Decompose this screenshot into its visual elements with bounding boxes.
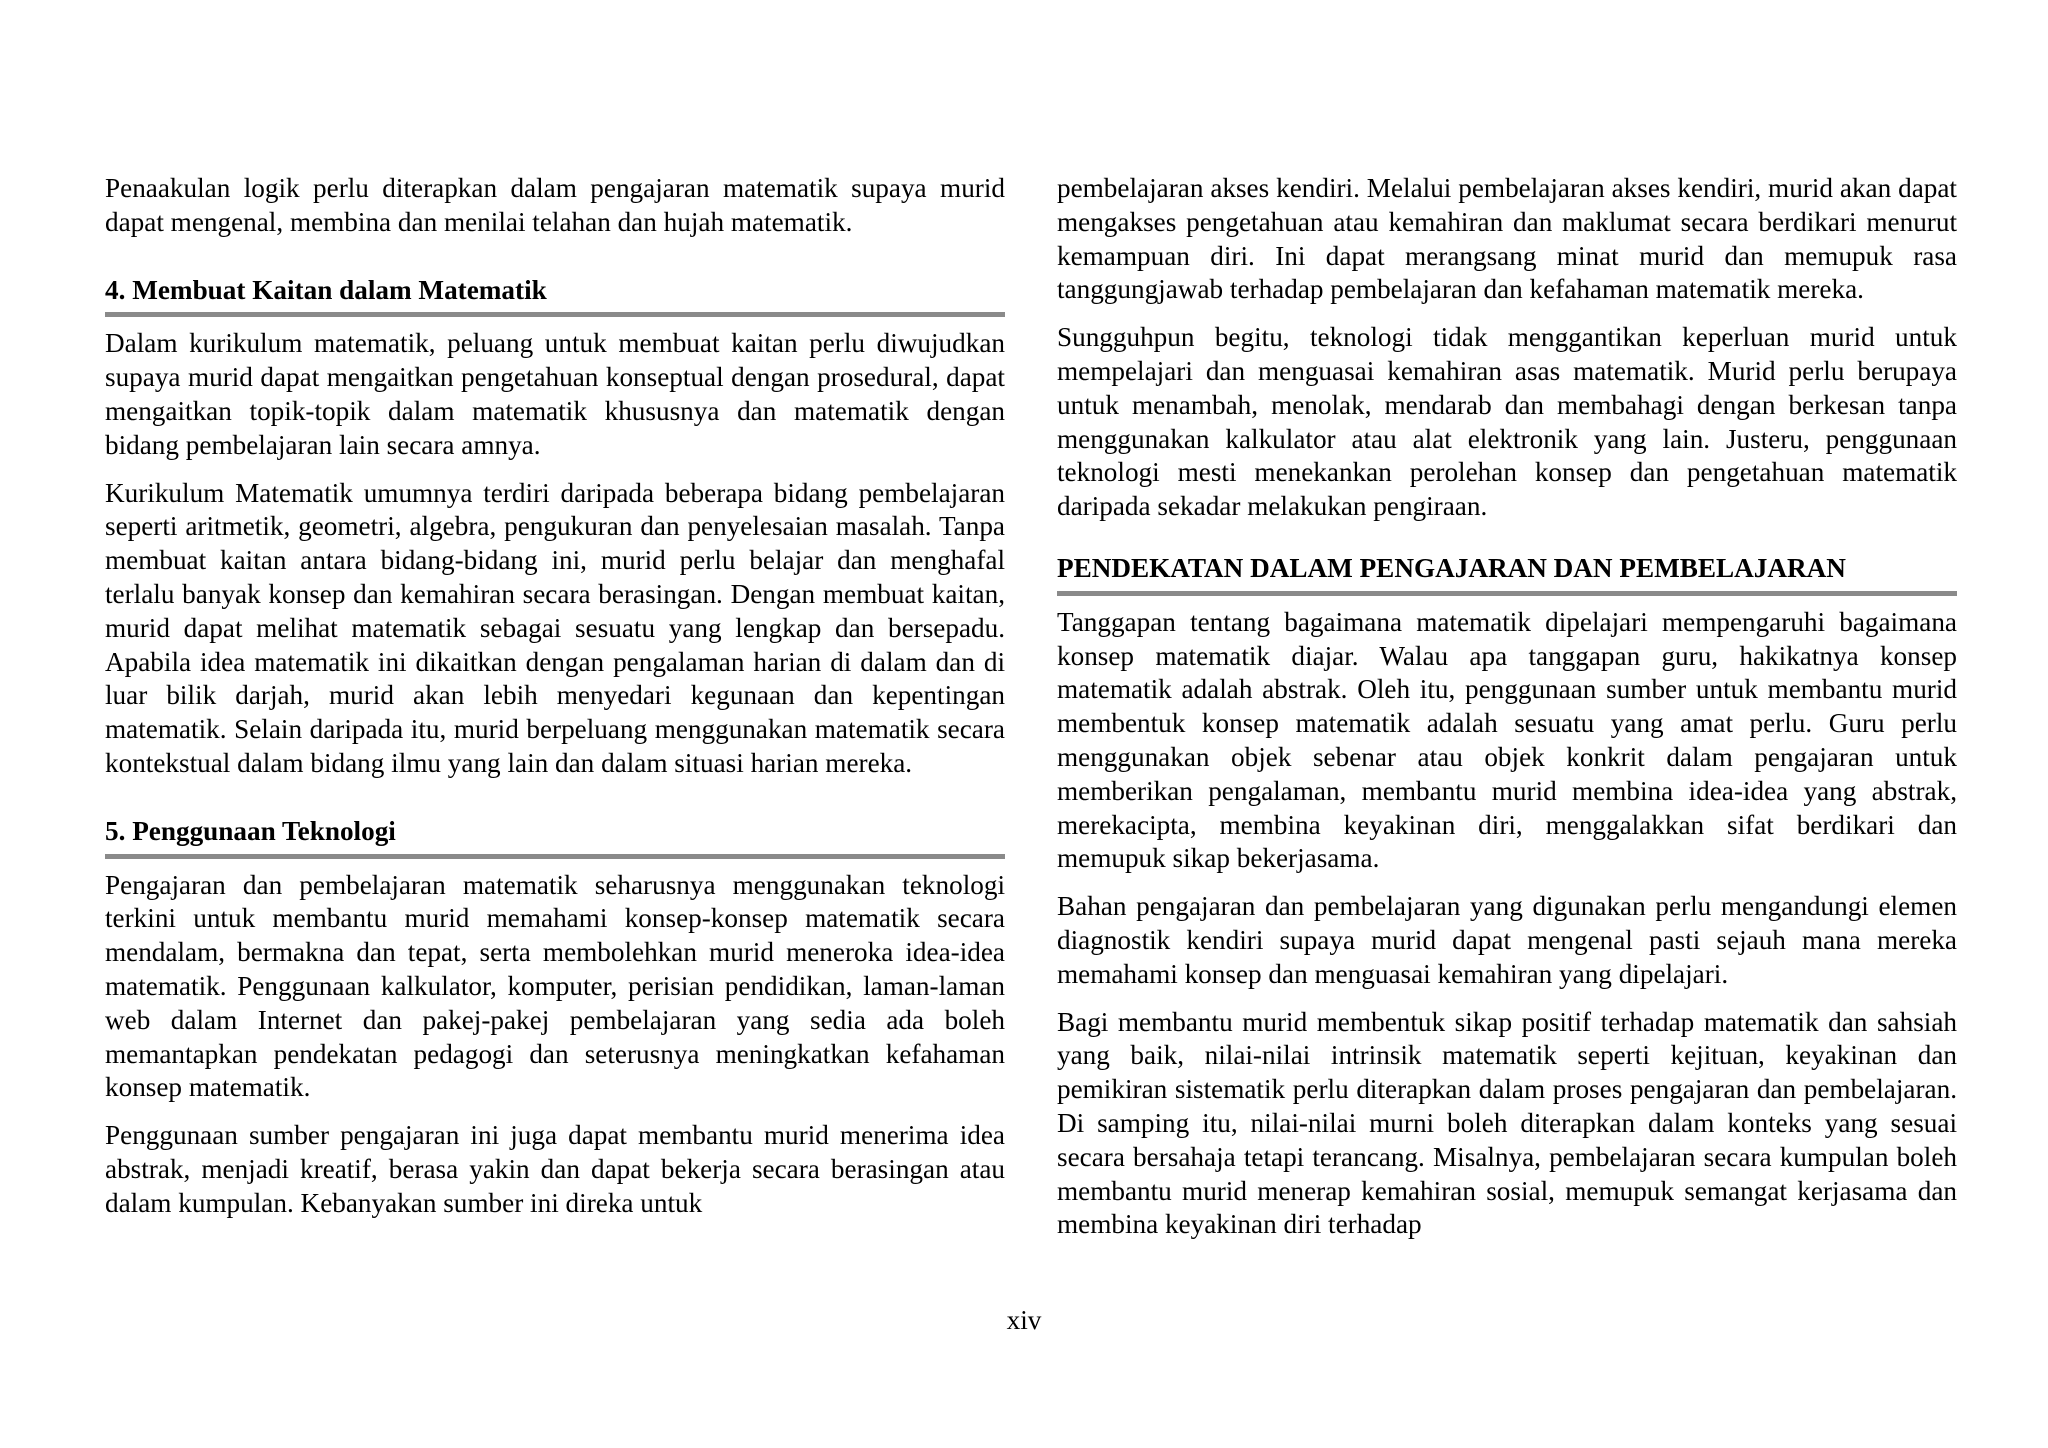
technology-paragraph: Sungguhpun begitu, teknologi tidak menggantikan keperluan murid untuk mempelajari dan menguasai kemahiran asas matematik. Murid perlu berupaya untuk menambah, menolak, mendarab dan membahagi dengan berkesan tanpa menggunakan kalkulator atau alat elektronik yang lain. Justeru, penggunaan teknologi mesti menekankan perolehan konsep dan pengetahuan matematik daripada sekadar melakukan pengiraan. [1057,322,1957,522]
left-column [105,172,1005,1221]
section-4-paragraph-2: Kurikulum Matematik umumnya terdiri daripada beberapa bidang pembelajaran seperti aritmetik, geometri, algebra, pengukuran dan penyelesaian masalah. Tanpa membuat kaitan antara bidang-bidang ini, murid perlu belajar dan menghafal terlalu banyak konsep dan kemahiran secara berasingan. Dengan membuat kaitan, murid dapat melihat matematik sebagai sesuatu yang lengkap dan bersepadu. Apabila idea matematik ini dikaitkan dengan pengalaman harian di dalam dan di luar bilik darjah, murid akan lebih menyedari kegunaan dan kepentingan matematik. Selain daripada itu, murid berpeluang menggunakan matematik secara kontekstual dalam bidang ilmu yang lain dan dalam situasi harian mereka. [105,477,1005,778]
page-number: xiv [1006,1305,1042,1335]
section-5-heading: 5. Penggunaan Teknologi [105,815,1005,859]
intro-paragraph: Penaakulan logik perlu diterapkan dalam pengajaran matematik supaya murid dapat mengenal, membina dan menilai telahan dan hujah matematik. [105,173,1005,237]
section-5-paragraph-2: Penggunaan sumber pengajaran ini juga dapat membantu murid menerima idea abstrak, menjadi kreatif, berasa yakin dan dapat bekerja secara berasingan atau dalam kumpulan. Kebanyakan sumber ini direka untuk [105,1120,1005,1218]
section-5-paragraph-1: Pengajaran dan pembelajaran matematik seharusnya menggunakan teknologi terkini untuk membantu murid memahami konsep-konsep matematik secara mendalam, bermakna dan tepat, serta membolehkan murid meneroka idea-idea matematik. Penggunaan kalkulator, komputer, perisian pendidikan, laman-laman web dalam Internet dan pakej-pakej pembelajaran yang sedia ada boleh memantapkan pendekatan pedagogi dan seterusnya meningkatkan kefahaman konsep matematik. [105,869,1005,1103]
section-4-paragraph-1: Dalam kurikulum matematik, peluang untuk membuat kaitan perlu diwujudkan supaya murid dapat mengaitkan pengetahuan konseptual dengan prosedural, dapat mengaitkan topik-topik dalam matematik khususnya dan matematik dengan bidang pembelajaran lain secara amnya. [105,328,1005,460]
approach-heading: PENDEKATAN DALAM PENGAJARAN DAN PEMBELAJARAN [1057,552,1957,596]
continued-paragraph: pembelajaran akses kendiri. Melalui pembelajaran akses kendiri, murid akan dapat mengakses pengetahuan atau kemahiran dan maklumat secara berdikari menurut kemampuan diri. Ini dapat merangsang minat murid dan memupuk rasa tanggungjawab terhadap pembelajaran dan kefahaman matematik mereka. [1057,173,1957,305]
approach-paragraph-1: Tanggapan tentang bagaimana matematik dipelajari mempengaruhi bagaimana konsep matematik diajar. Walau apa tanggapan guru, hakikatnya konsep matematik adalah abstrak. Oleh itu, penggunaan sumber untuk membantu murid membentuk konsep matematik adalah sesuatu yang amat perlu. Guru perlu menggunakan objek sebenar atau objek konkrit dalam pengajaran untuk memberikan pengalaman, membantu murid membina idea-idea yang abstrak, merekacipta, membina keyakinan diri, menggalakkan sifat berdikari dan memupuk sikap bekerjasama. [1057,606,1957,874]
approach-paragraph-3: Bagi membantu murid membentuk sikap positif terhadap matematik dan sahsiah yang baik, nilai-nilai intrinsik matematik seperti kejituan, keyakinan dan pemikiran sistematik perlu diterapkan dalam proses pengajaran dan pembelajaran. Di samping itu, nilai-nilai murni boleh diterapkan dalam konteks yang sesuai secara bersahaja tetapi terancang. Misalnya, pembelajaran secara kumpulan boleh membantu murid menerap kemahiran sosial, memupuk semangat kerjasama dan membina keyakinan diri terhadap [1057,1006,1957,1240]
right-column [1057,172,1957,1242]
approach-paragraph-2: Bahan pengajaran dan pembelajaran yang digunakan perlu mengandungi elemen diagnostik kendiri supaya murid dapat mengenal pasti sejauh mana mereka memahami konsep dan menguasai kemahiran yang dipelajari. [1057,891,1957,989]
section-4-heading: 4. Membuat Kaitan dalam Matematik [105,274,1005,318]
